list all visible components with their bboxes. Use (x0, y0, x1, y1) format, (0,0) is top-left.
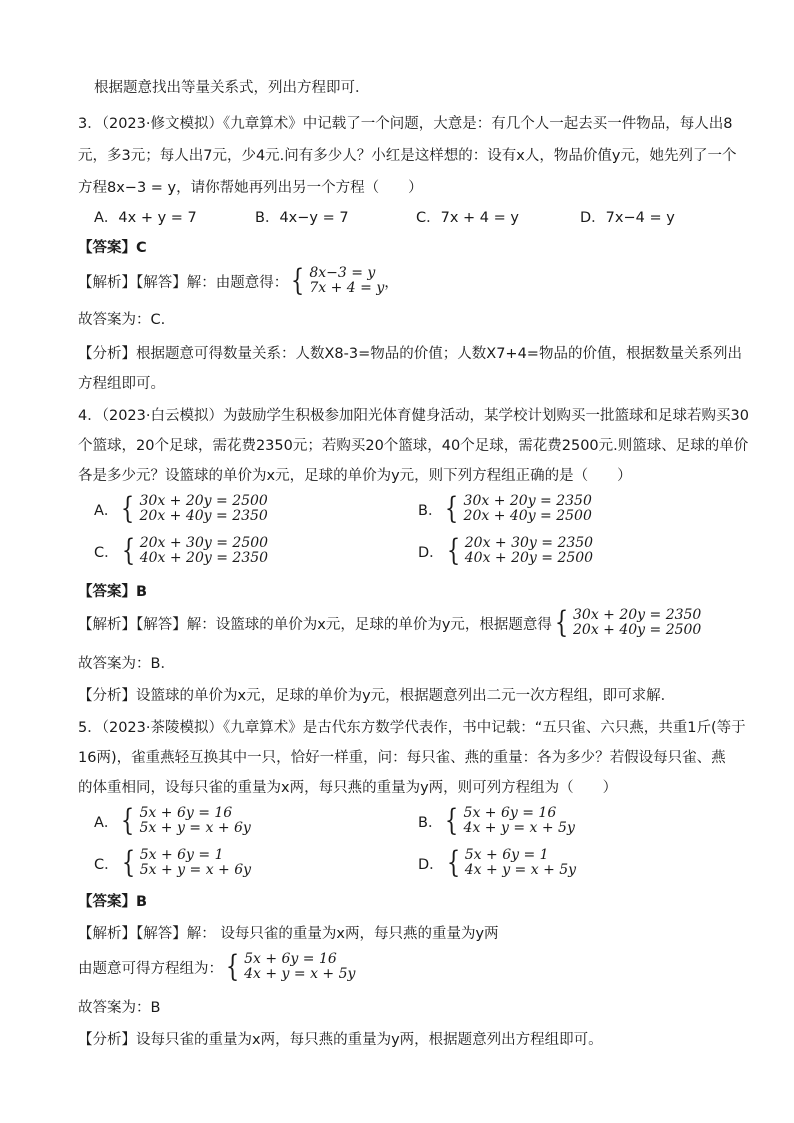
q4-d-row1: 20x + 30y = 2350 (464, 535, 594, 551)
q3-fenxi1: 【分析】根据题意可得数量关系：人数X8-3=物品的价值；人数X7+4=物品的价值，根据数量关系列出 (78, 346, 742, 362)
brace-icon: { (225, 949, 240, 984)
q3-answer: 【答案】C (78, 240, 147, 256)
q5-line3: 的体重相同，设每只雀的重量为x两，每只燕的重量为y两，则可列方程组为（ ） (78, 780, 618, 796)
q5-sys-row1: 5x + 6y = 16 (244, 951, 337, 967)
intro-line: 根据题意找出等量关系式，列出方程即可． (94, 80, 370, 96)
brace-icon: { (445, 803, 459, 838)
q5-fenxi: 【分析】设每只雀的重量为x两，每只燕的重量为y两，根据题意列出方程组即可。 (78, 1032, 603, 1048)
q5-analysis1: 【解析】【解答】解： 设每只雀的重量为x两，每只燕的重量为y两 (78, 926, 499, 942)
q5-d-row2: 4x + y = x + 5y (464, 862, 577, 878)
q4-sys-row2: 20x + 40y = 2500 (573, 622, 702, 638)
q5-option-b (418, 803, 575, 838)
q5-answer: 【答案】B (78, 894, 148, 910)
q4-option-b (418, 491, 592, 526)
q3-fenxi2: 方程组即可。 (78, 376, 165, 392)
brace-icon: { (121, 491, 135, 526)
q4-analysis (78, 605, 702, 640)
q3-option-c: C．7x + 4 = y (416, 210, 519, 226)
q3-line2: 元，多3元；每人出7元，少4元.问有多少人？小红是这样想的：设有x人，物品价值y元，她先列了一个 (78, 148, 737, 164)
q5-option-b-label: B． (418, 814, 443, 831)
q3-analysis-suffix: ， (384, 274, 399, 291)
q5-c-row2: 5x + y = x + 6y (139, 862, 252, 878)
q4-line1: 4．（2023·白云模拟）为鼓励学生积极参加阳光体育健身活动，某学校计划购买一批篮球和足球若购买30 (78, 408, 749, 424)
q5-option-d-label: D． (418, 856, 444, 873)
q3-analysis (78, 263, 399, 298)
q4-a-row2: 20x + 40y = 2350 (139, 508, 268, 524)
q5-conclusion: 故答案为：B (78, 1000, 161, 1016)
q5-a-row1: 5x + 6y = 16 (139, 805, 233, 821)
brace-icon: { (121, 533, 135, 568)
q5-option-a-label: A． (94, 814, 119, 831)
q3-option-b: B．4x−y = 7 (255, 210, 349, 226)
q4-c-row2: 40x + 20y = 2350 (139, 550, 269, 566)
q4-a-row1: 30x + 20y = 2500 (139, 493, 268, 509)
q4-option-d-label: D． (418, 544, 444, 561)
brace-icon: { (121, 803, 135, 838)
q4-option-a (94, 491, 268, 526)
q4-option-a-label: A． (94, 502, 119, 519)
q4-option-c (94, 533, 269, 568)
q5-a-row2: 5x + y = x + 6y (139, 820, 251, 836)
q4-line3: 各是多少元？设篮球的单价为x元，足球的单价为y元，则下列方程组正确的是（ ） (78, 468, 632, 484)
q4-c-row1: 20x + 30y = 2500 (139, 535, 269, 551)
q3-option-a: A．4x + y = 7 (94, 210, 197, 226)
q5-line2: 16两)，雀重燕轻互换其中一只，恰好一样重，问：每只雀、燕的重量：各为多少？若假设每只雀、燕 (78, 750, 726, 766)
q3-conclusion: 故答案为：C. (78, 312, 166, 328)
brace-icon: { (445, 491, 459, 526)
brace-icon: { (446, 533, 460, 568)
q3-sys-row2: 7x + 4 = y (309, 280, 385, 296)
brace-icon: { (554, 605, 569, 640)
brace-icon: { (446, 845, 460, 880)
q3-analysis-prefix: 【解析】【解答】解：由题意得： (78, 274, 289, 291)
q5-b-row2: 4x + y = x + 5y (463, 820, 575, 836)
q4-b-row2: 20x + 40y = 2500 (463, 508, 592, 524)
q5-line1: 5．（2023·茶陵模拟）《九章算术》是古代东方数学代表作，书中记载：“五只雀、六只燕，共重1斤(等于 (78, 720, 746, 736)
q5-d-row1: 5x + 6y = 1 (464, 847, 549, 863)
q4-option-b-label: B． (418, 502, 443, 519)
q3-sys-row1: 8x−3 = y (309, 265, 376, 281)
q3-analysis-system (288, 263, 385, 298)
q4-conclusion: 故答案为：B． (78, 656, 175, 672)
q3-line1: 3．（2023·修文模拟）《九章算术》中记载了一个问题，大意是：有几个人一起去买一件物品，每人出8 (78, 116, 733, 132)
q4-line2: 个篮球，20个足球，需花费2350元；若购买20个篮球，40个足球，需花费2500元.则篮球、足球的单价 (78, 438, 749, 454)
q3-line3: 方程8x−3 = y，请你帮她再列出另一个方程（ ） (78, 180, 423, 196)
q4-analysis-prefix: 【解析】【解答】解：设篮球的单价为x元，足球的单价为y元，根据题意得 (78, 616, 552, 633)
q4-option-c-label: C． (94, 544, 119, 561)
q4-d-row2: 40x + 20y = 2500 (464, 550, 594, 566)
q5-option-d (418, 845, 577, 880)
q5-analysis2 (78, 949, 356, 984)
brace-icon: { (291, 263, 305, 298)
q4-answer: 【答案】B (78, 584, 148, 600)
q5-option-a (94, 803, 251, 838)
q5-b-row1: 5x + 6y = 16 (463, 805, 557, 821)
q4-option-d (418, 533, 594, 568)
q5-c-row1: 5x + 6y = 1 (139, 847, 224, 863)
q4-b-row1: 30x + 20y = 2350 (463, 493, 592, 509)
q4-fenxi: 【分析】设篮球的单价为x元，足球的单价为y元，根据题意列出二元一次方程组，即可求解． (78, 688, 676, 704)
q5-analysis2-prefix: 由题意可得方程组为： (78, 960, 223, 977)
q4-sys-row1: 30x + 20y = 2350 (573, 607, 702, 623)
brace-icon: { (121, 845, 135, 880)
q3-option-d: D．7x−4 = y (580, 210, 675, 226)
q5-option-c (94, 845, 252, 880)
q5-sys-row2: 4x + y = x + 5y (244, 966, 356, 982)
q5-option-c-label: C． (94, 856, 119, 873)
